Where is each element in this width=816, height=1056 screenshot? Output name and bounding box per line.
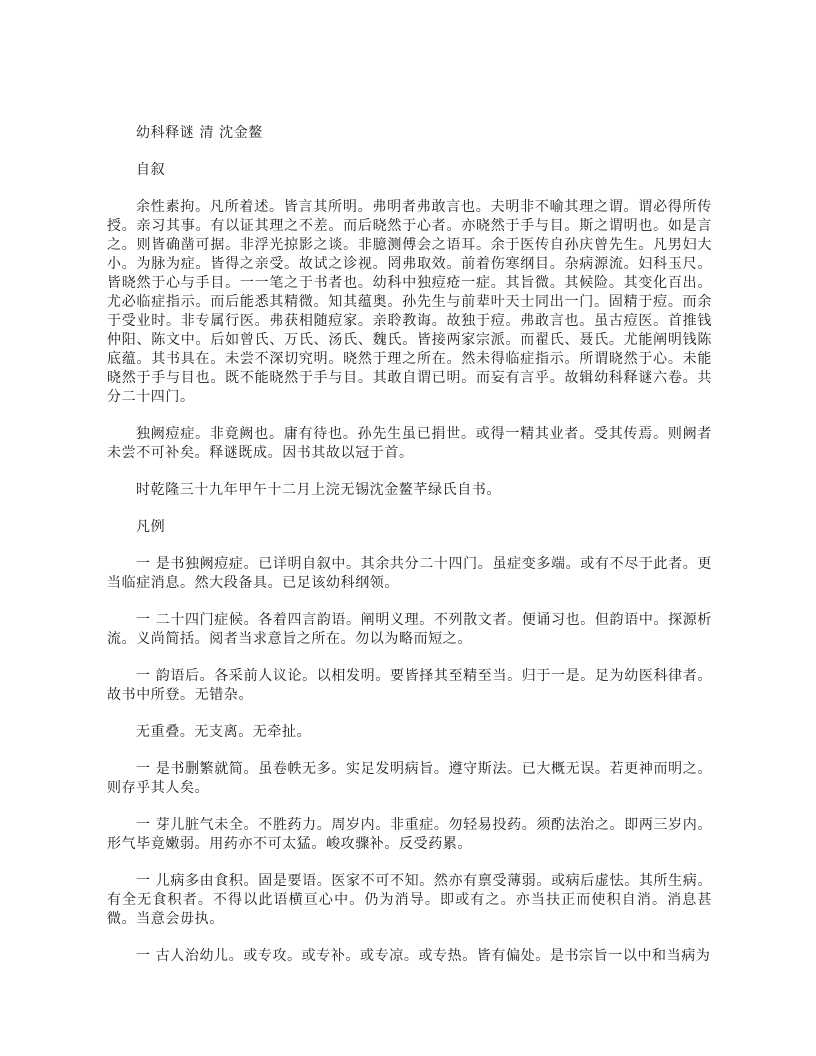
rule-item: 一 是书独阙痘症。已详明自叙中。其余共分二十四门。虽症变多端。或有不尽于此者。更当临症消息。然大段备具。已足该幼科纲领。 (107, 556, 712, 591)
preface-heading: 自叙 (136, 162, 166, 178)
rule-item: 一 儿病多由食积。固是要语。医家不可不知。然亦有禀受薄弱。或病后虚怯。其所生病。有全无食积者。不得以此语横亘心中。仍为消导。即或有之。亦当扶正而使积自消。消息甚微。当意会毋执。 (107, 873, 712, 927)
document-title: 幼科释谜 清 沈金鳌 (136, 125, 263, 141)
rule-item: 一 二十四门症候。各着四言韵语。阐明义理。不列散文者。便诵习也。但韵语中。探源析流。义尚简括。阅者当求意旨之所在。勿以为略而短之。 (107, 612, 712, 647)
rule-item: 无重叠。无支离。无牵扯。 (136, 724, 312, 740)
preface-signature: 时乾隆三十九年甲午十二月上浣无锡沈金鳌芊绿氏自书。 (136, 482, 501, 498)
rule-item: 一 是书删繁就简。虽卷帙无多。实足发明病旨。遵守斯法。已大概无误。若更神而明之。则存乎其人矣。 (107, 761, 712, 796)
rules-heading: 凡例 (136, 519, 166, 535)
rule-item: 一 韵语后。各采前人议论。以相发明。要皆择其至精至当。归于一是。足为幼医科律者。故书中所登。无错杂。 (107, 668, 712, 703)
preface-paragraph: 独阙痘症。非竟阙也。庸有待也。孙先生虽已捐世。或得一精其业者。受其传焉。则阙者未尝不可补矣。释谜既成。因书其故以冠于首。 (107, 426, 712, 461)
document-body (107, 124, 712, 966)
preface-paragraph: 余性素拘。凡所着述。皆言其所明。弗明者弗敢言也。夫明非不喻其理之谓。谓必得所传授。亲习其事。有以证其理之不差。而后晓然于心者。亦晓然于手与目。斯之谓明也。如是言之。则皆确凿可据。非浮光掠影之谈。非臆测傅会之语耳。余于医传自孙庆曾先生。凡男妇大小。为脉为症。皆得之亲受。故试之诊视。罔弗取效。前着伤寒纲目。杂病源流。妇科玉尺。皆晓然于心与手目。一一笔之于书者也。幼科中独痘疮一症。其旨微。其候险。其变化百出。尤必临症指示。而后能悉其精微。知其蕴奥。孙先生与前辈叶天士同出一门。固精于痘。而余于受业时。非专属行医。弗获相随痘家。亲聆教诲。故独于痘。弗敢言也。虽古痘医。首推钱仲阳、陈文中。后如曾氏、万氏、汤氏、魏氏。皆接两家宗派。而翟氏、聂氏。尤能阐明钱陈底蕴。其书具在。未尝不深切究明。晓然于理之所在。然未得临症指示。所谓晓然于心。未能晓然于手与目也。既不能晓然于手与目。其敢自谓已明。而妄有言乎。故辑幼科释谜六卷。共分二十四门。 (107, 199, 712, 405)
rule-item: 一 芽儿脏气未全。不胜药力。周岁内。非重症。勿轻易投药。须酌法治之。即两三岁内。形气毕竟嫩弱。用药亦不可太猛。峻攻骤补。反受药累。 (107, 817, 712, 852)
rule-item: 一 古人治幼儿。或专攻。或专补。或专凉。或专热。皆有偏处。是书宗旨一以中和当病为 (136, 948, 711, 964)
